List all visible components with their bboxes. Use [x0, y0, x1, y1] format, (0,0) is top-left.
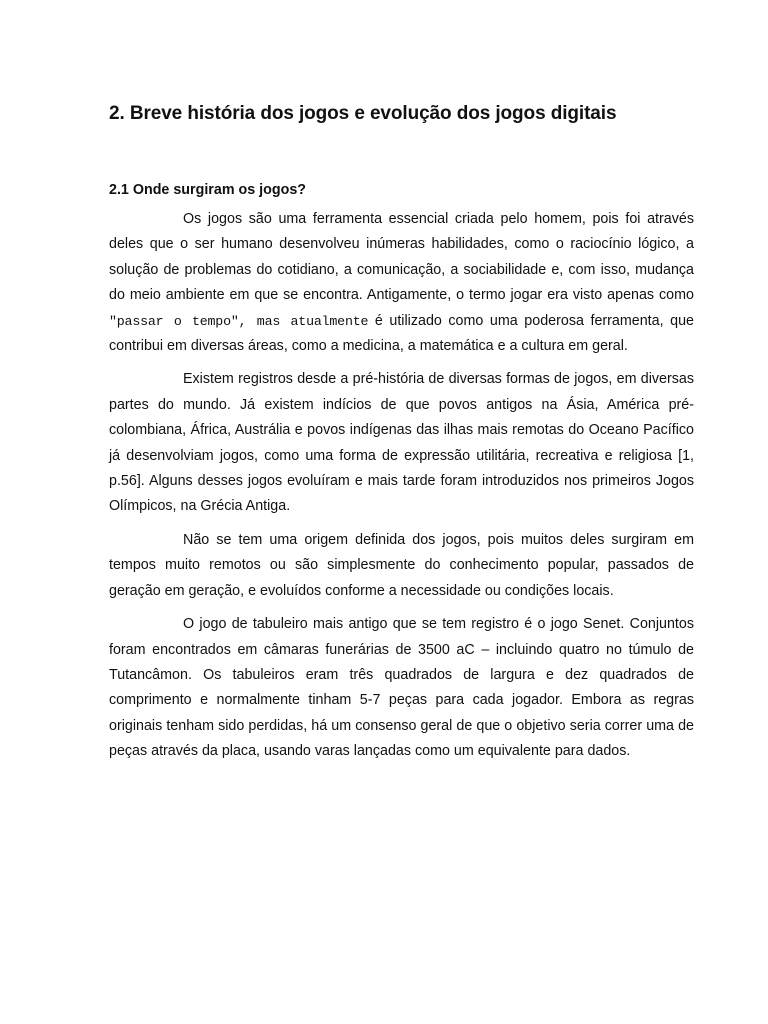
paragraph-2: Existem registros desde a pré-história de diversas formas de jogos, em diversas partes do mundo. Já existem indícios de que povos antigos na Ásia, América pré-colombiana, África, Austrália e povos indígenas das ilhas mais remotas do Oceano Pacífico já desenvolviam jogos, como uma forma de expressão utilitária, recreativa e religiosa [1, p.56]. Alguns desses jogos evoluíram e mais tarde foram introduzidos nos primeiros Jogos Olímpicos, na Grécia Antiga.	[109, 371, 694, 515]
document-body	[109, 100, 694, 773]
document-title: 2. Breve história dos jogos e evolução dos jogos digitais	[109, 103, 617, 124]
paragraph-4: O jogo de tabuleiro mais antigo que se tem registro é o jogo Senet. Conjuntos foram encontrados em câmaras funerárias de 3500 aC – incluindo quatro no túmulo de Tutancâmon. Os tabuleiros eram três quadrados de largura e dez quadrados de comprimento e normalmente tinham 5-7 peças para cada jogador. Embora as regras originais tenham sido perdidas, há um consenso geral de que o objetivo seria correr uma de peças através da placa, usando varas lançadas como um equivalente para dados.	[109, 616, 694, 760]
paragraph-3: Não se tem uma origem definida dos jogos, pois muitos deles surgiram em tempos muito remotos ou são simplesmente do conhecimento popular, passados de geração em geração, e evoluídos conforme a necessidade ou condições locais.	[109, 531, 694, 599]
paragraph-1-text-end: é utilizado como uma poderosa ferramenta, que contribui em diversas áreas, como a medicina, a matemática e a cultura em geral.	[109, 312, 694, 355]
paragraph-1-text-start: Os jogos são uma ferramenta essencial criada pelo homem, pois foi através deles que o ser humano desenvolveu inúmeras habilidades, como o raciocínio lógico, a solução de problemas do cotidiano, a comunicação, a sociabilidade e, com isso, mudança do meio ambiente em que se encontra. Antigamente, o termo jogar era visto apenas como	[109, 211, 694, 304]
paragraph-1-monospace-phrase: "passar o tempo", mas atualmente	[109, 313, 369, 329]
section-heading: 2.1 Onde surgiram os jogos?	[109, 182, 307, 198]
paragraph-1	[109, 207, 694, 359]
